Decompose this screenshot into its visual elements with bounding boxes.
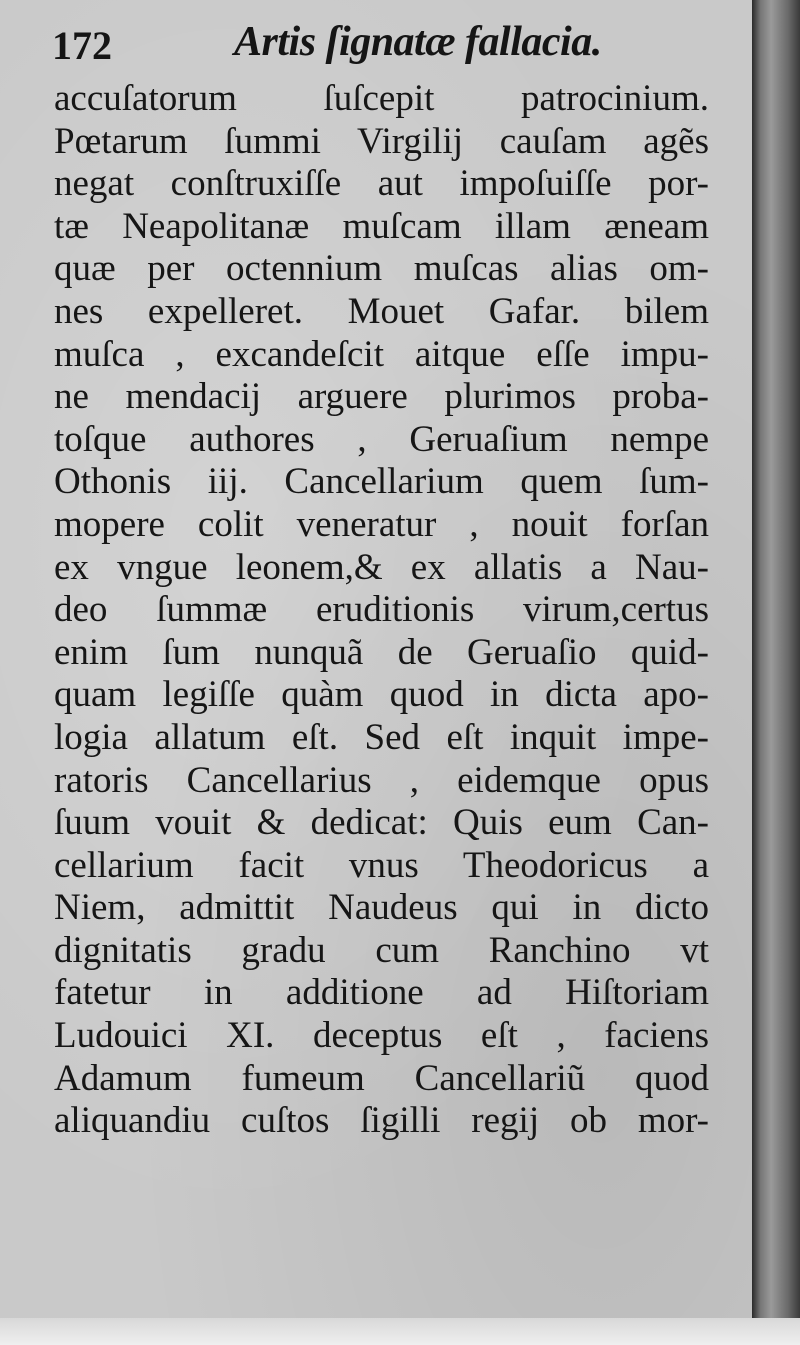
- text-line: ſuum vouit & dedicat: Quis eum Can-: [54, 802, 709, 844]
- text-line: ratoris Cancellarius , eidemque opus: [54, 759, 709, 801]
- text-line: enim ſum nunquã de Geruaſio quid-: [54, 631, 709, 673]
- text-line: ne mendacij arguere plurimos proba-: [54, 376, 709, 418]
- body-text: [54, 78, 709, 1143]
- text-line: quam legiſſe quàm quod in dicta apo-: [54, 674, 709, 716]
- text-line: nes expelleret. Mouet Gafar. bilem: [54, 290, 709, 332]
- text-line: mopere colit veneratur , nouit forſan: [54, 503, 709, 545]
- text-line: toſque authores , Geruaſium nempe: [54, 418, 709, 460]
- text-line: negat conſtruxiſſe aut impoſuiſſe por-: [54, 163, 709, 205]
- text-line: Othonis iij. Cancellarium quem ſum-: [54, 461, 709, 503]
- text-line: accuſatorum ſuſcepit patrocinium.: [54, 78, 709, 119]
- book-gutter-shadow: [752, 0, 800, 1345]
- page-header: [52, 18, 712, 78]
- text-line: deo ſummæ eruditionis virum,certus: [54, 589, 709, 631]
- text-line: logia allatum eſt. Sed eſt inquit impe-: [54, 716, 709, 758]
- text-line: cellarium facit vnus Theodoricus a: [54, 844, 709, 886]
- text-line: Pœtarum ſummi Virgilij cauſam agẽs: [54, 120, 709, 162]
- text-line: ex vngue leonem,& ex allatis a Nau-: [54, 546, 709, 588]
- text-line: fatetur in additione ad Hiſtoriam: [54, 972, 709, 1014]
- text-line: tæ Neapolitanæ muſcam illam æneam: [54, 205, 709, 247]
- text-line: Ludouici XI. deceptus eſt , faciens: [54, 1015, 709, 1057]
- text-line: aliquandiu cuſtos ſigilli regij ob mor-: [54, 1100, 709, 1142]
- page-bottom-edge: [0, 1318, 800, 1345]
- running-head: Artis ſignatæ fallacia.: [234, 19, 602, 65]
- text-line: Niem, admittit Naudeus qui in dicto: [54, 887, 709, 929]
- text-line: quæ per octennium muſcas alias om-: [54, 248, 709, 290]
- text-line: Adamum fumeum Cancellariũ quod: [54, 1057, 709, 1099]
- page-number: 172: [52, 23, 112, 68]
- text-line: dignitatis gradu cum Ranchino vt: [54, 929, 709, 971]
- text-line: muſca , excandeſcit aitque eſſe impu-: [54, 333, 709, 375]
